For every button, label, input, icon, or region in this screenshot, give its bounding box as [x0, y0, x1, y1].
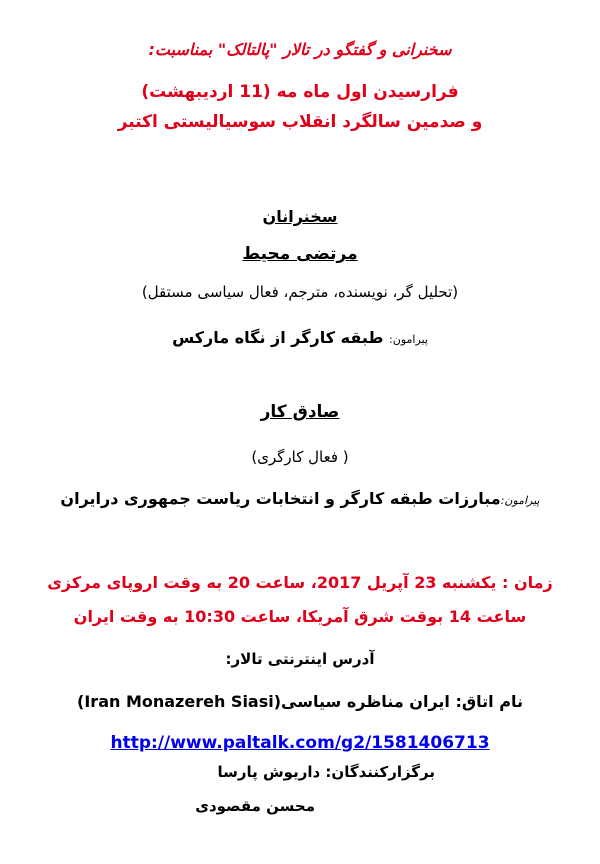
room-name-en: (Iran Monazereh Siasi) — [77, 692, 282, 711]
organizer-2: محسن مقصودی — [195, 797, 315, 815]
organizers-line: برگزارکنندگان: داریوش پارسا — [217, 763, 435, 781]
room-line — [10, 692, 590, 711]
room-label: نام اتاق: ایران مناظره سیاسی — [281, 692, 523, 711]
room-url-link[interactable]: http://www.paltalk.com/g2/1581406713 — [110, 733, 490, 753]
speaker2-topic-line — [10, 489, 590, 508]
speaker1-topic-prefix: پیرامون: — [389, 333, 428, 346]
speaker2-description: ( فعال کارگری) — [251, 448, 349, 466]
speaker1-topic-line — [10, 328, 590, 347]
time-line-2: ساعت 14 بوقت شرق آمریکا، ساعت 10:30 به وقت ایران — [73, 607, 527, 626]
event-line-2: و صدمین سالگرد انقلاب سوسیالیستی اکتبر — [117, 112, 483, 132]
speaker2-name: صادق کار — [260, 402, 340, 422]
intro-line: سخنرانی و گفتگو در تالار "پالتالک" بمناسبت: — [148, 40, 452, 59]
speaker2-topic: مبارزات طبقه کارگر و انتخابات ریاست جمهوری درایران — [60, 489, 501, 508]
speaker2-topic-prefix: پیرامون: — [500, 494, 540, 507]
event-line-1: فرارسیدن اول ماه مه (11 اردیبهشت) — [141, 82, 459, 102]
address-label: آدرس اینترنتی تالار: — [225, 650, 375, 668]
speakers-heading: سخنرانان — [262, 207, 338, 226]
speaker1-topic: طبقه کارگر از نگاه مارکس — [172, 328, 384, 347]
speaker1-description: (تحلیل گر، نویسنده، مترجم، فعال سیاسی مستقل) — [141, 283, 459, 301]
time-line-1: زمان : یکشنبه 23 آپریل 2017، ساعت 20 به وقت اروپای مرکزی — [47, 573, 553, 592]
speaker1-name: مرتضی محیط — [242, 244, 358, 264]
